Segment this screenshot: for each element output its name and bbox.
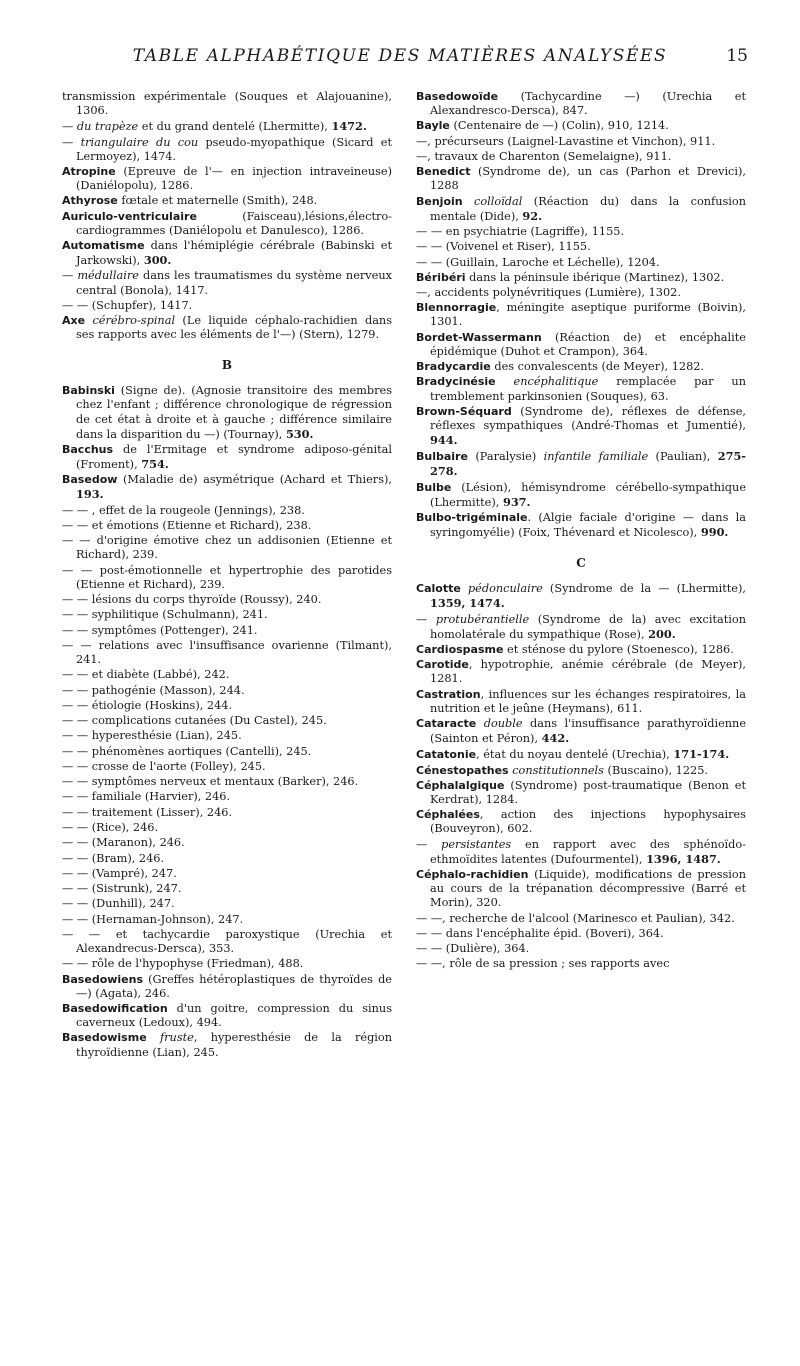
entry-headword: Calotte <box>416 582 461 596</box>
index-entry <box>62 913 392 927</box>
entry-text: 1396, 1487. <box>646 851 721 866</box>
index-entry <box>416 375 746 403</box>
entry-headword: Bayle <box>416 119 450 133</box>
index-entry <box>416 927 746 941</box>
entry-text: constitutionnels <box>512 763 604 777</box>
entry-text: pédonculaire <box>467 582 543 596</box>
entry-text: — — syphilitique (Schulmann), 241. <box>62 608 268 622</box>
index-entry <box>62 519 392 533</box>
entry-text: — <box>62 135 81 149</box>
index-entry <box>416 582 746 611</box>
entry-text: — —, rôle de sa pression ; ses rapports avec <box>416 957 670 971</box>
entry-text: et sténose du pylore (Stoenesco), 1286. <box>503 643 734 657</box>
entry-headword: Bradycinésie <box>416 375 496 389</box>
index-entry <box>62 714 392 728</box>
entry-headword: Bacchus <box>62 442 114 456</box>
entry-text: 300. <box>143 253 172 268</box>
index-entry <box>62 729 392 743</box>
entry-text: (Greffes hétéroplastiques de thyroïdes de —) (Agata), 246. <box>76 972 392 1000</box>
entry-text: dans la péninsule ibérique (Martinez), 1302. <box>465 270 725 284</box>
index-entry <box>62 928 392 956</box>
entry-text: triangulaire du cou <box>80 135 199 149</box>
entry-headword: Benedict <box>416 165 471 179</box>
entry-text: — — (Schupfer), 1417. <box>62 298 193 312</box>
index-entry <box>62 745 392 759</box>
entry-text: 990. <box>700 525 729 540</box>
entry-text <box>463 195 474 208</box>
running-title: TABLE ALPHABÉTIQUE DES MATIÈRES ANALYSÉES <box>132 46 668 66</box>
entry-text: — <box>62 120 77 134</box>
entry-text: et du grand dentelé (Lhermitte), <box>138 120 332 134</box>
index-entry <box>416 150 746 164</box>
section-letter: C <box>576 556 586 571</box>
entry-text: (Liquide), modifications de pression au cours de la trépanation décompressive (Barré et Morin), 320. <box>430 868 746 910</box>
entry-text: (Réaction du) dans la confusion mentale (Dide), <box>430 194 747 223</box>
entry-text: — — , effet de la rougeole (Jennings), 238. <box>62 503 305 517</box>
entry-text: — — rôle de l'hypophyse (Friedman), 488. <box>62 957 304 971</box>
index-entry <box>62 314 392 342</box>
entry-text: — — symptômes nerveux et mentaux (Barker), 246. <box>62 775 359 789</box>
index-entry <box>416 225 746 239</box>
index-entry <box>416 195 746 224</box>
entry-text: — — lésions du corps thyroïde (Roussy), 240. <box>62 593 322 606</box>
index-entry <box>416 165 746 193</box>
entry-text: (Lésion), hémisyndrome cérébello-sympathique (Lhermitte), <box>430 480 746 509</box>
index-entry <box>62 790 392 804</box>
entry-text: d'un goitre, compression du sinus caverneux (Ledoux), 494. <box>76 1002 392 1030</box>
entry-text: (Faisceau),lésions,électro-cardiogrammes (Daniélopolu et Danulesco), 1286. <box>76 209 392 237</box>
entry-text: en rapport avec des sphénoïdo-ethmoïdites latentes (Dufourmentel), <box>430 837 746 866</box>
index-entry <box>416 301 746 329</box>
entry-text: — — (Dunhill), 247. <box>62 897 175 911</box>
entry-text: protubérantielle <box>435 612 530 626</box>
index-entry <box>62 624 392 638</box>
entry-text: 442. <box>541 731 570 746</box>
entry-text: (Le liquide céphalo-rachidien dans ses rapports avec les éléments de l'—) (Stern), 1279. <box>76 314 393 342</box>
entry-text: 937. <box>502 494 531 509</box>
entry-text: (Signe de). (Agnosie transitoire des membres chez l'enfant ; différence chronologique de régression de cet état à droite et à gauche ; différence similaire dans la disparition du —) (Tournay), <box>76 384 392 441</box>
entry-text: , hyperesthésie de la région thyroïdienne (Lian), 245. <box>76 1031 392 1059</box>
index-entry <box>62 593 392 607</box>
index-entry <box>62 760 392 774</box>
entry-text: — — étiologie (Hoskins), 244. <box>62 698 233 712</box>
entry-text: — — (Vampré), 247. <box>62 866 177 880</box>
index-entry <box>416 613 746 642</box>
left-column <box>62 90 392 1061</box>
entry-text: — — (Sistrunk), 247. <box>62 882 182 896</box>
entry-headword: Bordet-Wassermann <box>416 330 542 344</box>
entry-headword: Auriculo-ventriculaire <box>62 209 197 223</box>
entry-text: encéphalitique <box>513 375 599 389</box>
entry-text: — — (Guillain, Laroche et Léchelle), 1204. <box>416 255 660 269</box>
index-entry <box>416 942 746 956</box>
page-number: 15 <box>726 46 748 66</box>
entry-text: 92. <box>522 208 543 223</box>
index-entry <box>416 119 746 133</box>
entry-text: — <box>62 269 78 283</box>
entry-text: — — (Dulière), 364. <box>416 942 530 956</box>
entry-text: (Syndrome de la) avec excitation homolatérale du sympathique (Rose), <box>430 612 746 641</box>
index-entry <box>62 564 392 592</box>
index-entry <box>416 256 746 270</box>
entry-text: dans les traumatismes du système nerveux central (Bonola), 1417. <box>76 269 392 297</box>
entry-text: transmission expérimentale (Souques et Alajouanine), 1306. <box>62 90 392 118</box>
index-entry <box>416 868 746 910</box>
index-entry <box>416 808 746 836</box>
entry-text: —, précurseurs (Laignel-Lavastine et Vinchon), 911. <box>416 134 716 148</box>
index-entry <box>416 449 746 479</box>
entry-text: — <box>416 612 436 626</box>
entry-headword: Castration <box>416 687 481 701</box>
entry-headword: Athyrose <box>62 194 118 208</box>
entry-text: fruste <box>159 1031 194 1045</box>
index-entry <box>62 165 392 193</box>
entry-text: — — familiale (Harvier), 246. <box>62 790 231 804</box>
index-entry <box>62 299 392 313</box>
entry-text <box>496 375 514 388</box>
entry-text: 171-174. <box>673 747 730 762</box>
index-entry <box>62 897 392 911</box>
entry-text: . (Algie faciale d'origine — dans la syringomyélie) (Foix, Thévenard et Nicolesco), <box>430 511 746 540</box>
entry-text: remplacée par un tremblement parkinsonien (Souques), 63. <box>430 375 746 403</box>
entry-text: (Tachycardine —) (Urechia et Alexandresco-Dersca), 847. <box>430 90 746 118</box>
entry-text: — — symptômes (Pottenger), 241. <box>62 623 258 637</box>
index-entry <box>416 511 746 540</box>
entry-text: 754. <box>141 457 169 472</box>
entry-text: — — hyperesthésie (Lian), 245. <box>62 729 242 743</box>
entry-headword: Blennorragie <box>416 301 497 315</box>
index-entry <box>416 688 746 716</box>
entry-text: 530. <box>285 426 314 441</box>
index-entry <box>62 504 392 518</box>
entry-text: — — pathogénie (Masson), 244. <box>62 683 245 697</box>
entry-text: — — d'origine émotive chez un addisonien (Etienne et Richard), 239. <box>62 534 392 562</box>
entry-text: médullaire <box>77 269 139 283</box>
entry-text: 200. <box>648 626 676 641</box>
entry-text: , action des injections hypophysaires (Bouveyron), 602. <box>430 808 746 836</box>
entry-text: de l'Ermitage et syndrome adiposo-génital (Froment), <box>76 442 392 472</box>
entry-text: (Syndrome de), réflexes de défense, réflexes sympathiques (André-Thomas et Jumentié), <box>430 404 746 432</box>
entry-headword: Catatonie <box>416 748 477 762</box>
entry-headword: Béribéri <box>416 270 466 284</box>
index-entry <box>416 747 746 762</box>
right-column <box>416 90 746 973</box>
entry-text: —, travaux de Charenton (Semelaigne), 911. <box>416 149 672 163</box>
index-entry <box>62 119 392 134</box>
entry-text <box>461 582 468 595</box>
entry-text: , influences sur les échanges respiratoires, la nutrition et le jeûne (Heymans), 611. <box>430 687 746 715</box>
entry-headword: Bradycardie <box>416 360 491 374</box>
entry-text: 1472. <box>331 119 367 134</box>
entry-text: — — (Maranon), 246. <box>62 836 185 850</box>
index-entry <box>62 136 392 164</box>
entry-text: — — dans l'encéphalite épid. (Boveri), 364. <box>416 926 664 940</box>
index-entry <box>416 331 746 359</box>
entry-headword: Bulbaire <box>416 450 468 464</box>
index-entry <box>62 210 392 238</box>
entry-text <box>476 717 483 730</box>
index-entry <box>416 360 746 374</box>
entry-text: — — traitement (Lisser), 246. <box>62 805 233 819</box>
entry-text: — — post-émotionnelle et hypertrophie des parotides (Etienne et Richard), 239. <box>62 563 392 591</box>
entry-text: (Syndrome) post-traumatique (Benon et Kerdrat), 1284. <box>430 779 746 807</box>
entry-headword: Axe <box>62 314 86 328</box>
index-entry <box>62 269 392 297</box>
index-entry <box>62 639 392 667</box>
entry-headword: Benjoin <box>416 194 463 208</box>
entry-text: — — (Hernaman-Johnson), 247. <box>62 912 244 926</box>
entry-text: 193. <box>76 487 104 502</box>
index-entry <box>416 271 746 285</box>
index-entry <box>62 806 392 820</box>
entry-text: , état du noyau dentelé (Urechia), <box>476 748 674 762</box>
entry-text: — —, recherche de l'alcool (Marinesco et Paulian), 342. <box>416 911 735 925</box>
entry-text <box>147 1031 160 1044</box>
entry-text: (Paulian), <box>648 450 718 464</box>
entry-headword: Céphalalgique <box>416 779 505 792</box>
entry-text: dans l'hémiplégie cérébrale (Babinski et Jarkowski), <box>76 239 392 268</box>
entry-text: (Réaction de) et encéphalite épidémique (Duhot et Crampon), 364. <box>430 330 746 358</box>
entry-headword: Cataracte <box>416 717 477 731</box>
index-entry <box>416 135 746 149</box>
entry-text: — — et émotions (Etienne et Richard), 238. <box>62 518 312 532</box>
index-entry <box>416 90 746 118</box>
index-entry <box>62 384 392 441</box>
entry-text: —, accidents polynévritiques (Lumière), 1302. <box>416 286 681 300</box>
index-entry <box>62 1002 392 1030</box>
index-entry <box>62 239 392 268</box>
index-entry <box>416 838 746 867</box>
index-entry <box>416 957 746 971</box>
entry-text: du trapèze <box>76 120 139 134</box>
entry-text: — — relations avec l'insuffisance ovarienne (Tilmant), 241. <box>62 638 392 666</box>
index-entry <box>416 779 746 807</box>
entry-text: (Paralysie) <box>467 450 544 464</box>
entry-text: — — (Voivenel et Riser), 1155. <box>416 240 591 254</box>
entry-text: dans l'insuffisance parathyroïdienne (Sainton et Péron), <box>430 717 747 746</box>
index-entry <box>62 699 392 713</box>
entry-text: — — crosse de l'aorte (Folley), 245. <box>62 759 266 773</box>
entry-text: des convalescents (de Meyer), 1282. <box>490 360 705 374</box>
index-entry <box>62 775 392 789</box>
section-letter: B <box>221 358 233 373</box>
entry-text: (Centenaire de —) (Colin), 910, 1214. <box>449 119 669 133</box>
entry-text: 1359, 1474. <box>430 596 505 611</box>
entry-text: , hypotrophie, anémie cérébrale (de Meyer), 1281. <box>430 658 746 686</box>
entry-headword: Basedowification <box>62 1002 168 1016</box>
index-entry <box>62 957 392 971</box>
entry-text: , méningite aseptique puriforme (Boivin), 1301. <box>430 301 746 329</box>
index-entry <box>62 1031 392 1059</box>
entry-headword: Babinski <box>62 384 115 398</box>
index-entry <box>416 481 746 510</box>
entry-text: (Epreuve de l'— en injection intraveineuse) (Daniélopolu), 1286. <box>76 165 392 193</box>
entry-text: (Buscaino), 1225. <box>603 763 709 777</box>
index-entry <box>62 473 392 502</box>
entry-headword: Basedowiens <box>62 972 144 986</box>
entry-text: infantile familiale <box>543 450 649 464</box>
entry-headword: Cénestopathes <box>416 763 509 777</box>
entry-text: — — phénomènes aortiques (Cantelli), 245. <box>62 744 312 758</box>
entry-text: — — et diabète (Labbé), 242. <box>62 668 230 682</box>
entry-headword: Automatisme <box>62 239 145 253</box>
index-entry <box>62 882 392 896</box>
entry-text: (Maladie de) asymétrique (Achard et Thiers), <box>117 473 392 487</box>
index-entry <box>62 867 392 881</box>
index-entry <box>62 684 392 698</box>
entry-headword: Brown-Séquard <box>416 404 512 418</box>
entry-text: — — (Rice), 246. <box>62 821 159 835</box>
entry-headword: Basedow <box>62 473 118 487</box>
index-entry <box>416 658 746 686</box>
index-entry <box>62 534 392 562</box>
index-entry <box>62 608 392 622</box>
entry-headword: Basedowoïde <box>416 90 499 103</box>
index-entry <box>416 764 746 778</box>
index-entry <box>62 821 392 835</box>
index-entry <box>416 643 746 657</box>
entry-text: — — complications cutanées (Du Castel), 245. <box>62 714 327 728</box>
entry-text: fœtale et maternelle (Smith), 248. <box>117 194 318 208</box>
entry-headword: Atropine <box>62 165 116 179</box>
entry-text: — <box>416 837 442 851</box>
index-entry <box>416 717 746 746</box>
index-entry <box>416 405 746 448</box>
entry-text: persistantes <box>441 837 512 851</box>
entry-headword: Cardiospasme <box>416 643 504 657</box>
entry-text: — — et tachycardie paroxystique (Urechia et Alexandrecus-Dersca), 353. <box>62 928 392 956</box>
entry-text: (Syndrome de la — (Lhermitte), <box>542 582 746 596</box>
entry-headword: Basedowisme <box>62 1031 147 1045</box>
entry-headword: Bulbo-trigéminale <box>416 511 528 524</box>
entry-headword: Bulbe <box>416 480 452 494</box>
entry-text: double <box>483 717 523 731</box>
entry-text: 944. <box>430 432 458 447</box>
index-entry <box>62 443 392 472</box>
entry-text: — — en psychiatrie (Lagriffe), 1155. <box>416 224 625 238</box>
index-entry <box>62 852 392 866</box>
entry-headword: Carotide <box>416 658 469 672</box>
entry-headword: Céphalo-rachidien <box>416 868 529 882</box>
index-entry <box>416 240 746 254</box>
index-entry <box>62 194 392 208</box>
index-entry <box>62 668 392 682</box>
entry-headword: Céphalées <box>416 808 480 822</box>
index-entry <box>416 286 746 300</box>
entry-text: colloïdal <box>474 194 523 208</box>
entry-text: — — (Bram), 246. <box>62 851 165 865</box>
entry-text: (Syndrome de), un cas (Parhon et Drevici), 1288 <box>430 165 746 193</box>
index-entry <box>62 836 392 850</box>
entry-text: cérébro-spinal <box>92 314 176 328</box>
index-entry <box>62 973 392 1001</box>
index-entry <box>62 90 392 118</box>
entry-text: pseudo-myopathique (Sicard et Lermoyez), 1474. <box>76 135 393 163</box>
entry-text: 275-278. <box>430 449 746 479</box>
index-entry <box>416 912 746 926</box>
